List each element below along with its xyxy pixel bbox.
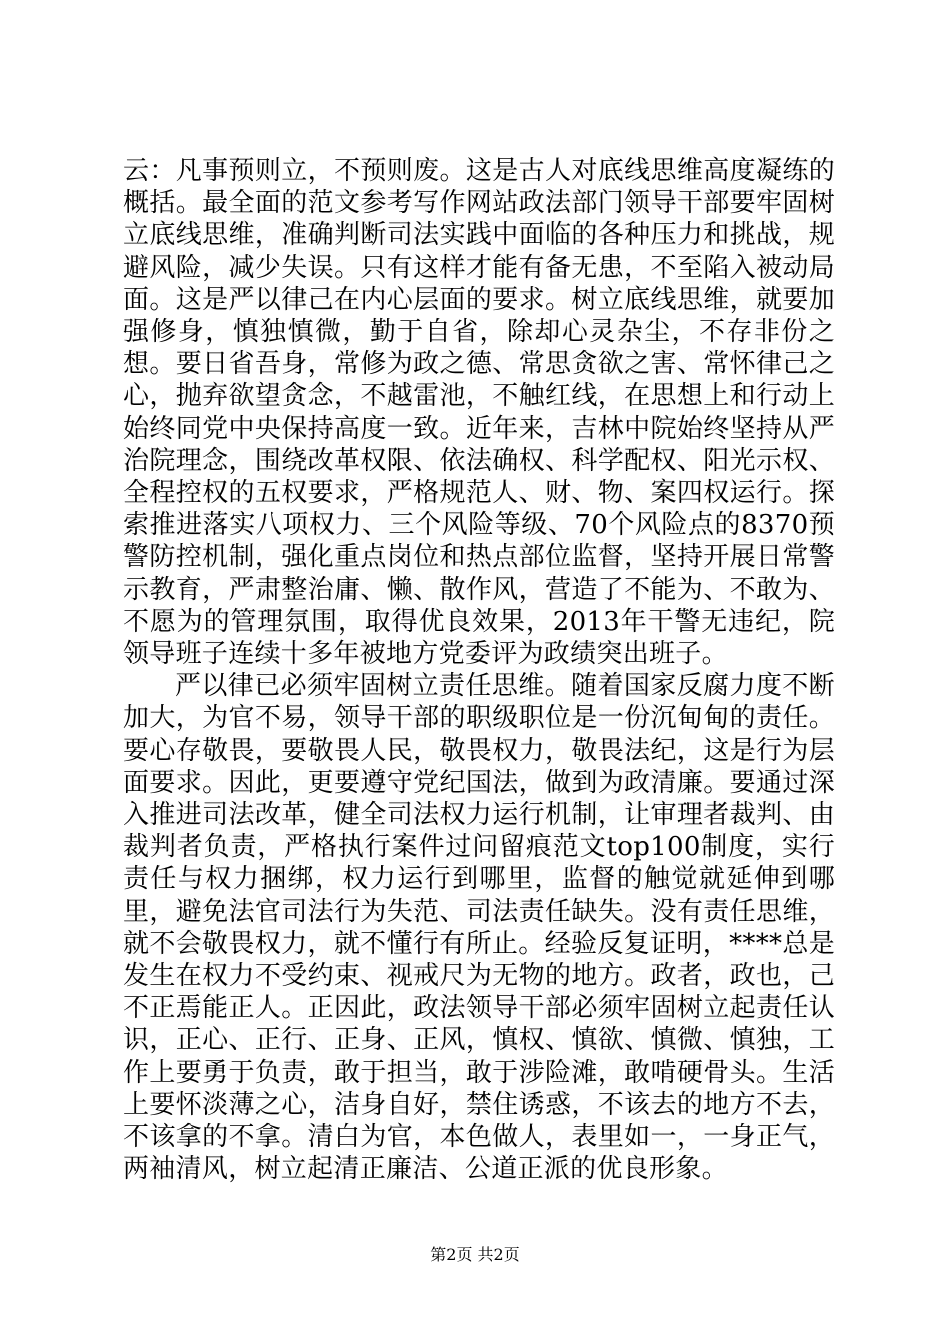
paragraph-2: 严以律已必须牢固树立责任思维。随着国家反腐力度不断加大，为官不易，领导干部的职级职位是一份沉甸甸的责任。要心存敬畏，要敬畏人民，敬畏权力，敬畏法纪，这是行为层面要求。因此，更要遵守党纪国法，做到为政清廉。要通过深入推进司法改革，健全司法权力运行机制，让审理者裁判、由裁判者负责，严格执行案件过问留痕范文top100制度，实行责任与权力捆绑，权力运行到哪里，监督的触觉就延伸到哪里，避免法官司法行为失范、司法责任缺失。没有责任思维，就不会敬畏权力，就不懂行有所止。经验反复证明，****总是发生在权力不受约束、视戒尺为无物的地方。政者，政也，己不正焉能正人。正因此，政法领导干部必须牢固树立起责任认识，正心、正行、正身、正风，慎权、慎欲、慎微、慎独，工作上要勇于负责，敢于担当，敢于涉险滩，敢啃硬骨头。生活上要怀淡薄之心，洁身自好，禁住诱惑，不该去的地方不去，不该拿的不拿。清白为官，本色做人，表里如一，一身正气，两袖清风，树立起清正廉洁、公道正派的优良形象。 <box>123 671 835 1185</box>
page-number-footer: 第2页 共2页 <box>430 1245 520 1264</box>
document-body <box>123 155 835 1195</box>
paragraph-1: 云：凡事预则立，不预则废。这是古人对底线思维高度凝练的概括。最全面的范文参考写作网站政法部门领导干部要牢固树立底线思维，准确判断司法实践中面临的各种压力和挑战，规避风险，减少失误。只有这样才能有备无患，不至陷入被动局面。这是严以律己在内心层面的要求。树立底线思维，就要加强修身，慎独慎微，勤于自省，除却心灵杂尘，不存非份之想。要日省吾身，常修为政之德、常思贪欲之害、常怀律己之心，抛弃欲望贪念，不越雷池，不触红线，在思想上和行动上始终同党中央保持高度一致。近年来，吉林中院始终坚持从严治院理念，围绕改革权限、依法确权、科学配权、阳光示权、全程控权的五权要求，严格规范人、财、物、案四权运行。探索推进落实八项权力、三个风险等级、70个风险点的8370预警防控机制，强化重点岗位和热点部位监督，坚持开展日常警示教育，严肃整治庸、懒、散作风，营造了不能为、不敢为、不愿为的管理氛围，取得优良效果，2013年干警无违纪，院领导班子连续十多年被地方党委评为政绩突出班子。 <box>123 156 835 670</box>
